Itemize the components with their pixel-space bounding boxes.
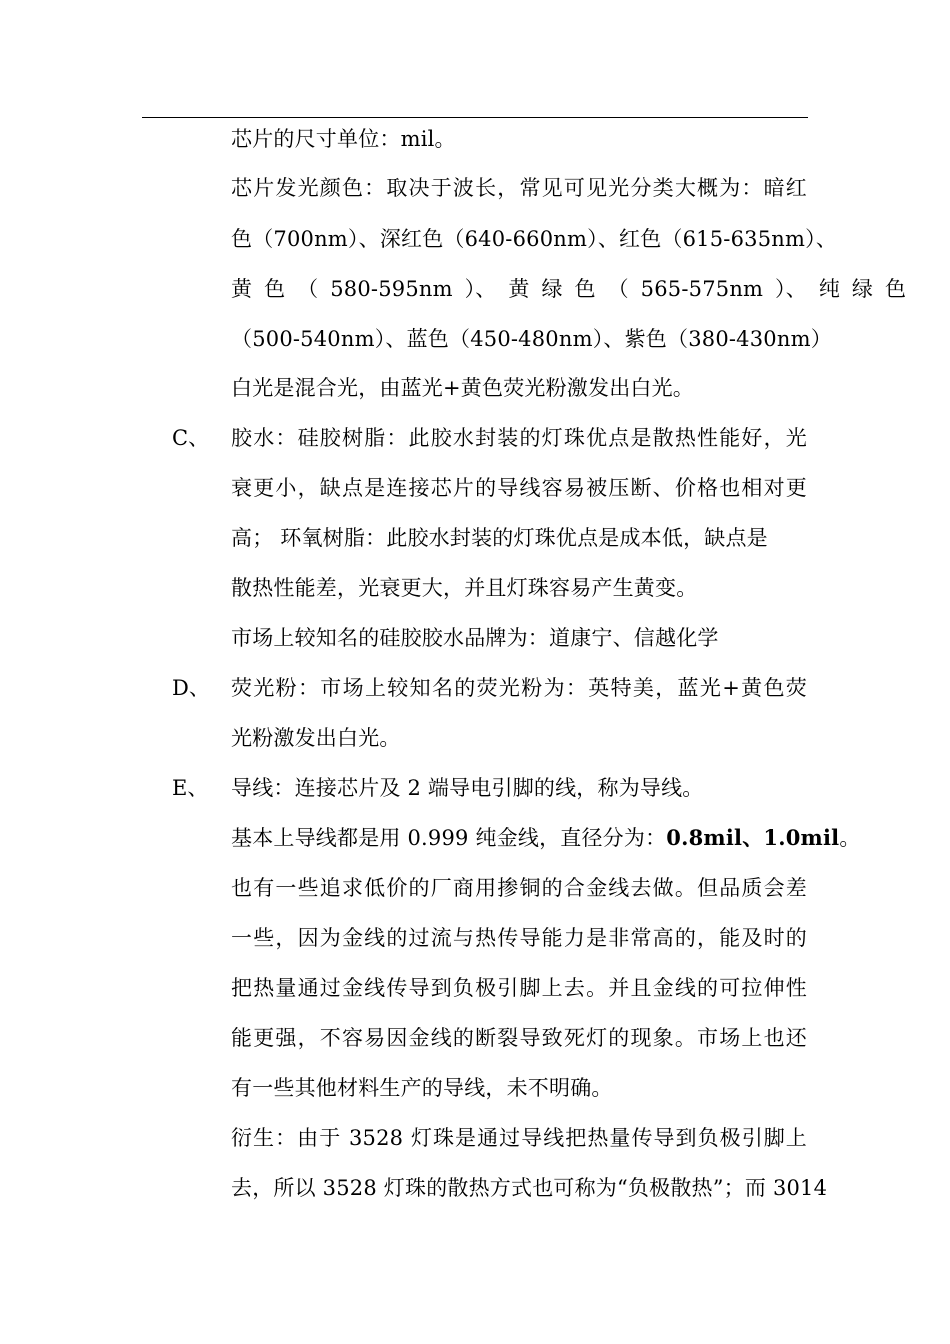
section-label-c: C、 [172, 426, 210, 450]
text-line-wire-def: 导线：连接芯片及 2 端导电引脚的线，称为导线。 [231, 776, 704, 800]
text-line-color-2: 色（700nm）、深红色（640-660nm）、红色（615-635nm）、 [231, 227, 838, 251]
wire-gold-end: 。 [839, 826, 861, 850]
text-line-glue-3: 高； 环氧树脂：此胶水封装的灯珠优点是成本低，缺点是 [231, 526, 768, 550]
text-line-derived-2: 去，所以 3528 灯珠的散热方式也可称为“负极散热”；而 3014 [231, 1176, 828, 1200]
text-line-phosphor-1: 荧光粉：市场上较知名的荧光粉为：英特美，蓝光+黄色荧 [231, 676, 807, 700]
text-line-color-4: （500-540nm）、蓝色（450-480nm）、紫色（380-430nm） [231, 327, 832, 351]
text-line-glue-1: 胶水：硅胶树脂：此胶水封装的灯珠优点是散热性能好，光 [231, 426, 807, 450]
wire-size-08: 0.8mil [666, 825, 743, 850]
text-line-phosphor-2: 光粉激发出白光。 [231, 726, 401, 750]
text-line-glue-4: 散热性能差，光衰更大，并且灯珠容易产生黄变。 [231, 576, 698, 600]
text-line-wire-heat: 把热量通过金线传导到负极引脚上去。并且金线的可拉伸性 [231, 976, 807, 1000]
text-line-white-light: 白光是混合光，由蓝光+黄色荧光粉激发出白光。 [231, 376, 694, 400]
wire-gold-prefix: 基本上导线都是用 0.999 纯金线，直径分为： [231, 826, 667, 850]
section-label-d: D、 [172, 676, 210, 700]
text-line-wire-conduct: 一些，因为金线的过流与热传导能力是非常高的，能及时的 [231, 926, 807, 950]
text-line-wire-alloy: 也有一些追求低价的厂商用掺铜的合金线去做。但品质会差 [231, 876, 807, 900]
text-line-color-3: 黄 色 （ 580-595nm ）、 黄 绿 色 （ 565-575nm ）、 纯 绿 色 [231, 277, 907, 301]
text-line-chip-size: 芯片的尺寸单位：mil。 [231, 127, 456, 151]
text-line-glue-2: 衰更小，缺点是连接芯片的导线容易被压断、价格也相对更 [231, 476, 807, 500]
text-line-wire-other: 有一些其他材料生产的导线，未不明确。 [231, 1076, 613, 1100]
text-line-derived-1: 衍生：由于 3528 灯珠是通过导线把热量传导到负极引脚上 [231, 1126, 807, 1150]
section-label-e: E、 [172, 776, 209, 800]
wire-size-separator: 、 [742, 825, 764, 850]
text-line-wire-gold [231, 824, 861, 852]
text-line-glue-brands: 市场上较知名的硅胶胶水品牌为：道康宁、信越化学 [231, 626, 719, 650]
text-line-color-1: 芯片发光颜色：取决于波长，常见可见光分类大概为：暗红 [231, 176, 807, 200]
header-rule [142, 117, 808, 118]
text-line-wire-strength: 能更强，不容易因金线的断裂导致死灯的现象。市场上也还 [231, 1026, 807, 1050]
wire-size-10: 1.0mil [763, 825, 840, 850]
